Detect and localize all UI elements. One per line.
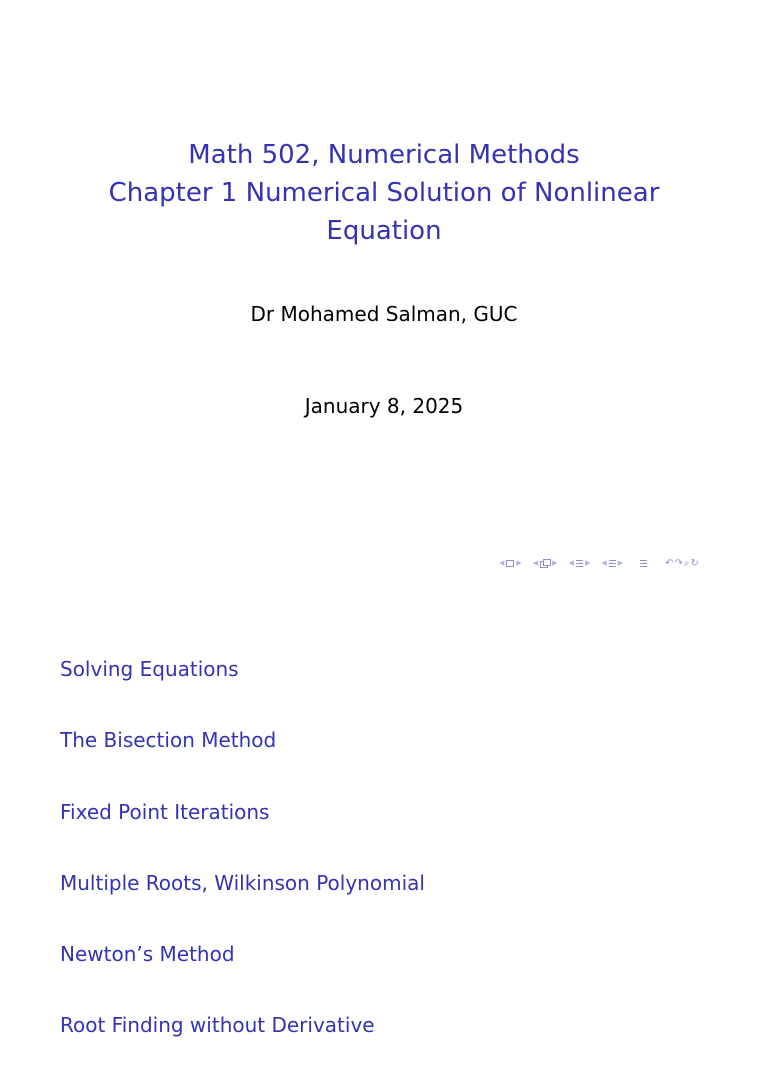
- next-arrow-icon[interactable]: ▶: [516, 559, 522, 567]
- outline-item-fixed-point-iterations[interactable]: Fixed Point Iterations: [60, 799, 270, 824]
- outline-item-multiple-roots[interactable]: Multiple Roots, Wilkinson Polynomial: [60, 870, 425, 895]
- frame-nav-icon[interactable]: [506, 560, 514, 567]
- next-arrow-icon[interactable]: ▶: [552, 559, 558, 567]
- outline-item-bisection-method[interactable]: The Bisection Method: [60, 728, 277, 753]
- title-line: Equation: [326, 216, 442, 246]
- search-nav[interactable]: [665, 558, 700, 569]
- search-nav-icon[interactable]: ↶↷⌕↻: [665, 557, 700, 569]
- prev-arrow-icon[interactable]: ◀: [568, 559, 574, 567]
- prev-arrow-icon[interactable]: ◀: [601, 559, 607, 567]
- outline-list: [60, 656, 425, 1084]
- beamer-navigation-bar: [497, 556, 700, 570]
- next-arrow-icon[interactable]: ▶: [617, 559, 624, 567]
- part-nav[interactable]: [599, 559, 625, 567]
- title-line: Chapter 1 Numerical Solution of Nonlinear: [108, 178, 660, 208]
- outline-item-root-finding-without-derivative[interactable]: Root Finding without Derivative: [60, 1013, 375, 1038]
- title-line: Math 502, Numerical Methods: [188, 140, 580, 170]
- subsection-nav[interactable]: [531, 559, 560, 567]
- section-nav-icon[interactable]: [576, 560, 583, 567]
- document-nav[interactable]: [640, 560, 647, 567]
- outline-item-newtons-method[interactable]: Newton’s Method: [60, 942, 235, 967]
- date: January 8, 2025: [304, 394, 464, 418]
- section-nav-icon[interactable]: [609, 560, 616, 567]
- outline-item-solving-equations[interactable]: Solving Equations: [60, 657, 239, 681]
- prev-arrow-icon[interactable]: ◀: [499, 559, 505, 567]
- outline-slide: [0, 592, 768, 1038]
- frame-nav[interactable]: [497, 559, 524, 567]
- subsection-nav-icon[interactable]: [540, 559, 550, 567]
- section-nav[interactable]: [567, 559, 593, 567]
- next-arrow-icon[interactable]: ▶: [584, 559, 591, 567]
- presentation-title: [0, 136, 768, 250]
- prev-arrow-icon[interactable]: ◀: [532, 559, 539, 567]
- document-nav-icon[interactable]: [640, 560, 647, 567]
- author: Dr Mohamed Salman, GUC: [250, 302, 518, 326]
